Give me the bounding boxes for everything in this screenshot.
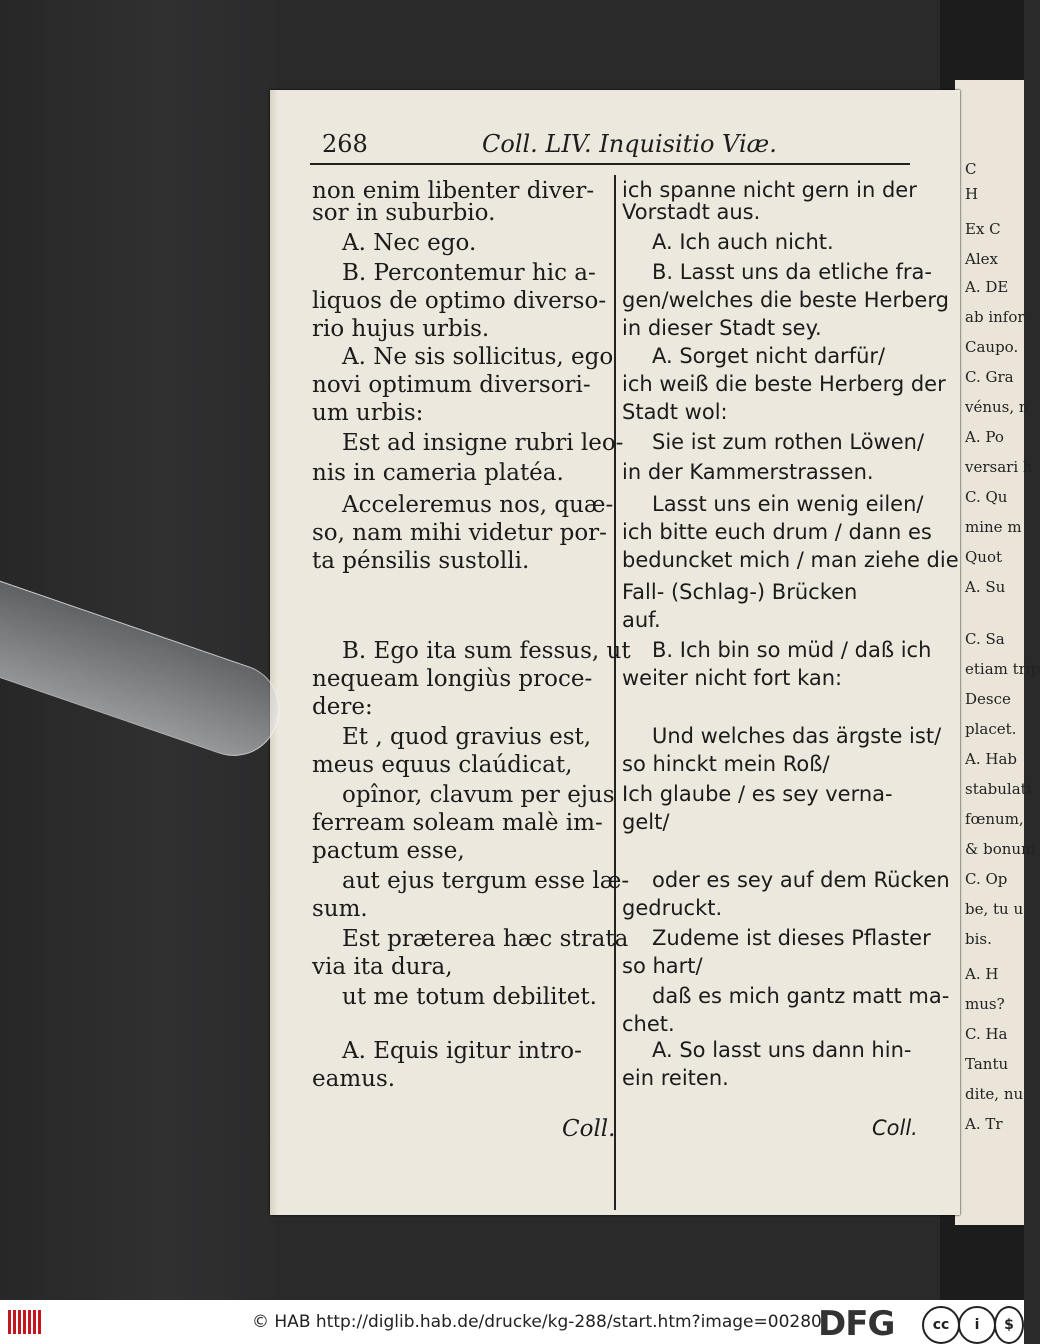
next-page-fragment: stabulati (965, 780, 1032, 798)
next-page-fragment: C. Sa (965, 630, 1005, 648)
german-line: so hart/ (622, 954, 703, 978)
dfg-logo: DFG (818, 1304, 895, 1344)
latin-line: liquos de optimo diverso- (312, 288, 607, 314)
latin-line: rio hujus urbis. (312, 316, 490, 342)
latin-line: via ita dura, (312, 954, 453, 980)
latin-line: sum. (312, 896, 368, 922)
next-page-fragment: Ex C (965, 220, 1001, 238)
hab-logo-icon (8, 1310, 43, 1338)
german-line: in dieser Stadt sey. (622, 316, 822, 340)
next-page-fragment: C. Gra (965, 368, 1014, 386)
column-rule (614, 175, 616, 1210)
latin-line: A. Equis igitur intro- (342, 1038, 582, 1064)
latin-line: opînor, clavum per ejus (342, 782, 615, 808)
next-page-fragment: fœnum, (965, 810, 1024, 828)
next-page-fragment: Alex (965, 250, 998, 268)
latin-line: non enim libenter diver- (312, 178, 595, 204)
german-line: auf. (622, 608, 661, 632)
next-page-fragment: A. Su (965, 578, 1006, 596)
german-line: Lasst uns ein wenig eilen/ (652, 492, 924, 516)
latin-line: pactum esse, (312, 838, 465, 864)
german-line: ich spanne nicht gern in der (622, 178, 917, 202)
latin-line: um urbis: (312, 400, 424, 426)
german-line: ein reiten. (622, 1066, 729, 1090)
latin-line: ut me totum debilitet. (342, 984, 597, 1010)
next-page-fragment: H (965, 185, 979, 203)
next-page-fragment: mus? (965, 995, 1005, 1013)
running-head: Coll. LIV. Inquisitio Viæ. (482, 130, 777, 158)
latin-line: B. Ego ita sum fessus, ut (342, 638, 631, 664)
german-line: Zudeme ist dieses Pflaster (652, 926, 931, 950)
footer-bar (0, 1300, 1024, 1344)
latin-line: B. Percontemur hic a- (342, 260, 596, 286)
next-page-fragment: Tantu (965, 1055, 1009, 1073)
footer-credit-link[interactable]: © HAB http://diglib.hab.de/drucke/kg-288/start.htm?image=00280 (252, 1312, 822, 1332)
german-line: Coll. (872, 1116, 918, 1140)
next-page-fragment: ab infor (965, 308, 1025, 326)
next-page-fragment: Quot (965, 548, 1003, 566)
latin-line: Est præterea hæc strata (342, 926, 629, 952)
german-line: chet. (622, 1012, 675, 1036)
next-page-fragment: A. H (965, 965, 999, 983)
german-line: gedruckt. (622, 896, 723, 920)
next-page-fragment: A. Hab (965, 750, 1017, 768)
german-line: weiter nicht fort kan: (622, 666, 843, 690)
german-line: B. Ich bin so müd / daß ich (652, 638, 932, 662)
latin-line: Coll. (562, 1116, 616, 1142)
next-page-fragment: dite, nu (965, 1085, 1024, 1103)
next-page-edge (955, 80, 1040, 1225)
next-page-fragment: bis. (965, 930, 992, 948)
next-page-fragment: be, tu u (965, 900, 1024, 918)
next-page-fragment: etiam trip (965, 660, 1040, 678)
latin-line: eamus. (312, 1066, 396, 1092)
german-line: Und welches das ärgste ist/ (652, 724, 942, 748)
german-line: A. Sorget nicht darfür/ (652, 344, 886, 368)
next-page-fragment: vénus, n (965, 398, 1029, 416)
latin-line: A. Ne sis sollicitus, ego (342, 344, 614, 370)
next-page-fragment: C. Qu (965, 488, 1008, 506)
latin-line: sor in suburbio. (312, 200, 496, 226)
next-page-fragment: C. Op (965, 870, 1008, 888)
german-line: A. So lasst uns dann hin- (652, 1038, 912, 1062)
page-edge (270, 90, 278, 1215)
latin-line: meus equus claúdicat, (312, 752, 573, 778)
latin-line: nis in cameria platéa. (312, 460, 564, 486)
german-line: Vorstadt aus. (622, 200, 761, 224)
next-page-fragment: Caupo. (965, 338, 1019, 356)
latin-line: ta pénsilis sustolli. (312, 548, 530, 574)
latin-line: A. Nec ego. (342, 230, 477, 256)
next-page-fragment: & bonum (965, 840, 1036, 858)
page-number: 268 (322, 130, 368, 158)
latin-line: Est ad insigne rubri leo- (342, 430, 624, 456)
latin-line: nequeam longiùs proce- (312, 666, 593, 692)
german-line: daß es mich gantz matt ma- (652, 984, 950, 1008)
next-page-fragment: versari h (965, 458, 1033, 476)
by-license-icon[interactable]: i (958, 1306, 996, 1344)
next-page-fragment: placet. (965, 720, 1017, 738)
german-line: in der Kammerstrassen. (622, 460, 874, 484)
german-line: beduncket mich / man ziehe die (622, 548, 959, 572)
latin-line: Et , quod gravius est, (342, 724, 592, 750)
next-page-fragment: A. Tr (965, 1115, 1003, 1133)
german-line: oder es sey auf dem Rücken (652, 868, 950, 892)
german-line: B. Lasst uns da etliche fra- (652, 260, 932, 284)
latin-line: novi optimum diversori- (312, 372, 591, 398)
next-page-fragment: C. Ha (965, 1025, 1008, 1043)
german-line: Ich glaube / es sey verna- (622, 782, 893, 806)
german-line: Sie ist zum rothen Löwen/ (652, 430, 925, 454)
latin-line: ferream soleam malè im- (312, 810, 603, 836)
next-page-fragment: mine m (965, 518, 1022, 536)
german-line: so hinckt mein Roß/ (622, 752, 830, 776)
german-line: A. Ich auch nicht. (652, 230, 834, 254)
latin-line: Acceleremus nos, quæ- (342, 492, 614, 518)
cc-license-icon[interactable]: cc (922, 1306, 960, 1344)
german-line: ich bitte euch drum / dann es (622, 520, 932, 544)
german-line: Fall- (Schlag-) Brücken (622, 580, 858, 604)
header-rule (310, 163, 910, 165)
next-page-fragment: A. Po (965, 428, 1004, 446)
german-line: gelt/ (622, 810, 670, 834)
latin-line: aut ejus tergum esse læ- (342, 868, 630, 894)
page-header (322, 130, 912, 164)
latin-line: dere: (312, 694, 373, 720)
next-page-fragment: C (965, 160, 977, 178)
next-page-fragment: Desce (965, 690, 1011, 708)
german-line: gen/welches die beste Herberg (622, 288, 949, 312)
next-page-fragment: A. DE (965, 278, 1009, 296)
german-line: ich weiß die beste Herberg der (622, 372, 946, 396)
sa-license-icon[interactable]: $ (994, 1306, 1024, 1344)
latin-line: so, nam mihi videtur por- (312, 520, 607, 546)
german-line: Stadt wol: (622, 400, 728, 424)
